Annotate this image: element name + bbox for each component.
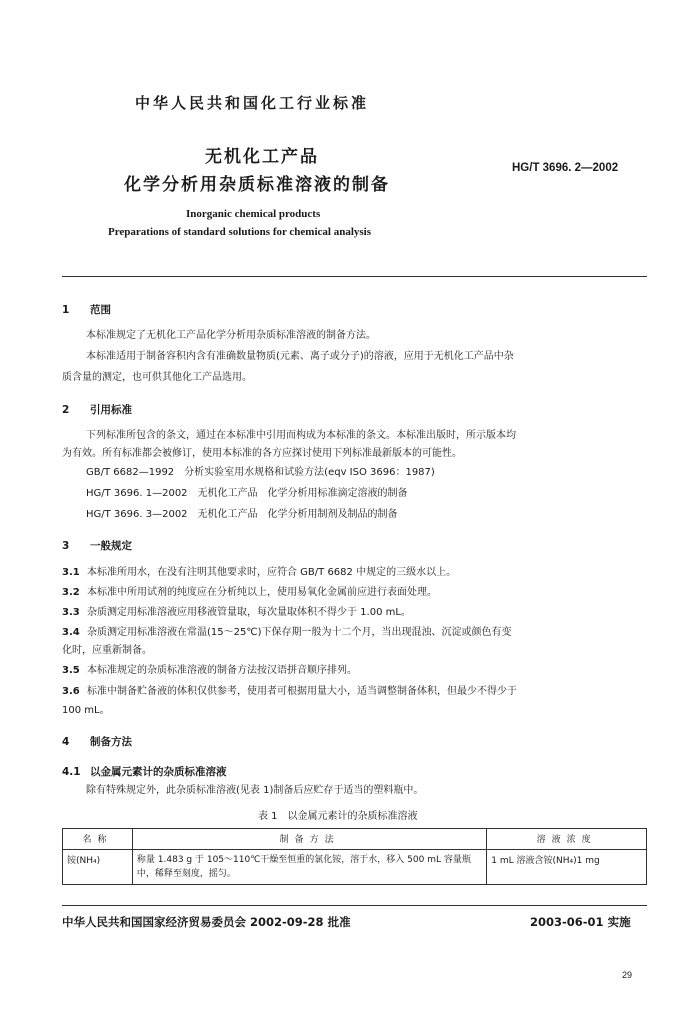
clause-text: 本标准规定的杂质标准溶液的制备方法按汉语拼音顺序排列。 — [87, 665, 357, 676]
s1-paragraph-2a: 本标准适用于制备容积内含有准确数量物质(元素、离子或分子)的溶液，应用于无机化工产品中杂 — [86, 351, 514, 362]
reference-2: HG/T 3696. 1—2002 无机化工产品 化学分析用标准滴定溶液的制备 — [86, 488, 408, 499]
footer-divider — [62, 905, 647, 906]
clause-text: 杂质测定用标准溶液在常温(15～25℃)下保存期一般为十二个月，当出现混浊、沉淀或颜色有变 — [87, 627, 512, 638]
s1-paragraph-2b: 质含量的测定，也可供其他化工产品选用。 — [62, 372, 252, 383]
clause-number: 3.5 — [62, 665, 80, 676]
clause-text: 杂质测定用标准溶液应用移液管量取，每次量取体积不得少于 1.00 mL。 — [87, 607, 411, 618]
clause-3-4 — [62, 626, 511, 640]
subsection-4-1-heading — [62, 764, 227, 779]
subsection-title: 以金属元素计的杂质标准溶液 — [90, 766, 227, 778]
table-caption: 表 1 以金属元素计的杂质标准溶液 — [258, 811, 418, 822]
page-number: 29 — [622, 970, 633, 980]
cell-name: 铵(NH₄) — [63, 850, 133, 885]
clause-number: 3.1 — [62, 567, 80, 578]
clause-number: 3.4 — [62, 627, 80, 638]
clause-text: 本标准所用水，在没有注明其他要求时，应符合 GB/T 6682 中规定的三级水以上。 — [87, 567, 457, 578]
section-3-heading — [62, 538, 132, 553]
title-line-1: 无机化工产品 — [205, 147, 319, 167]
section-number: 4 — [62, 736, 70, 748]
section-title: 一般规定 — [90, 540, 132, 552]
approval-statement: 中华人民共和国国家经济贸易委员会 2002-09-28 批准 — [62, 915, 351, 929]
section-number: 1 — [62, 304, 70, 316]
table-1 — [62, 828, 647, 885]
issuing-organization: 中华人民共和国化工行业标准 — [135, 94, 370, 112]
clause-3-5 — [62, 664, 357, 678]
clause-number: 3.3 — [62, 607, 80, 618]
reference-1: GB/T 6682—1992 分析实验室用水规格和试验方法(eqv ISO 3696：1987) — [86, 467, 435, 478]
table-header-row — [63, 829, 647, 850]
table-row — [63, 850, 647, 885]
section-title: 制备方法 — [90, 736, 132, 748]
section-number: 2 — [62, 404, 70, 416]
s2-paragraph-1a: 下列标准所包含的条文，通过在本标准中引用而构成为本标准的条文。本标准出版时，所示版本均 — [86, 430, 516, 441]
section-1-heading — [62, 302, 111, 317]
clause-number: 3.2 — [62, 587, 80, 598]
clause-3-4-cont: 化时，应重新制备。 — [62, 645, 152, 656]
cell-concentration: 1 mL 溶液含铵(NH₄)1 mg — [487, 850, 647, 885]
clause-3-2 — [62, 586, 437, 600]
section-number: 3 — [62, 540, 70, 552]
s1-paragraph-1: 本标准规定了无机化工产品化学分析用杂质标准溶液的制备方法。 — [86, 330, 376, 341]
implementation-date: 2003-06-01 实施 — [530, 915, 631, 929]
s2-paragraph-1b: 为有效。所有标准都会被修订，使用本标准的各方应探讨使用下列标准最新版本的可能性。 — [62, 448, 462, 459]
clause-3-3 — [62, 606, 411, 620]
clause-3-6 — [62, 685, 517, 699]
clause-number: 3.6 — [62, 686, 80, 697]
clause-text: 本标准中所用试剂的纯度应在分析纯以上，使用易氧化金属前应进行表面处理。 — [87, 587, 437, 598]
clause-text: 标准中制备贮备液的体积仅供参考，使用者可根据用量大小，适当调整制备体积，但最少不得少于 — [87, 686, 517, 697]
section-title: 引用标准 — [90, 404, 132, 416]
column-header-method: 制备方法 — [132, 829, 486, 850]
clause-3-6-cont: 100 mL。 — [62, 705, 110, 716]
column-header-concentration: 溶液浓度 — [487, 829, 647, 850]
title-line-2: 化学分析用杂质标准溶液的制备 — [124, 175, 390, 195]
s4-paragraph-1: 除有特殊规定外，此杂质标准溶液(见表 1)制备后应贮存于适当的塑料瓶中。 — [86, 785, 424, 796]
english-title-1: Inorganic chemical products — [186, 208, 321, 220]
reference-3: HG/T 3696. 3—2002 无机化工产品 化学分析用制剂及制品的制备 — [86, 509, 398, 520]
header-divider — [62, 276, 647, 277]
section-2-heading — [62, 402, 132, 417]
cell-method: 称量 1.483 g 于 105～110℃干燥至恒重的氯化铵，溶于水，移入 500 mL 容量瓶中，稀释至刻度，摇匀。 — [132, 850, 486, 885]
section-4-heading — [62, 734, 132, 749]
subsection-number: 4.1 — [62, 766, 81, 778]
column-header-name: 名称 — [63, 829, 133, 850]
section-title: 范围 — [90, 304, 111, 316]
clause-3-1 — [62, 566, 456, 580]
english-title-2: Preparations of standard solutions for chemical analysis — [108, 226, 371, 238]
standard-code: HG/T 3696. 2—2002 — [512, 162, 619, 174]
